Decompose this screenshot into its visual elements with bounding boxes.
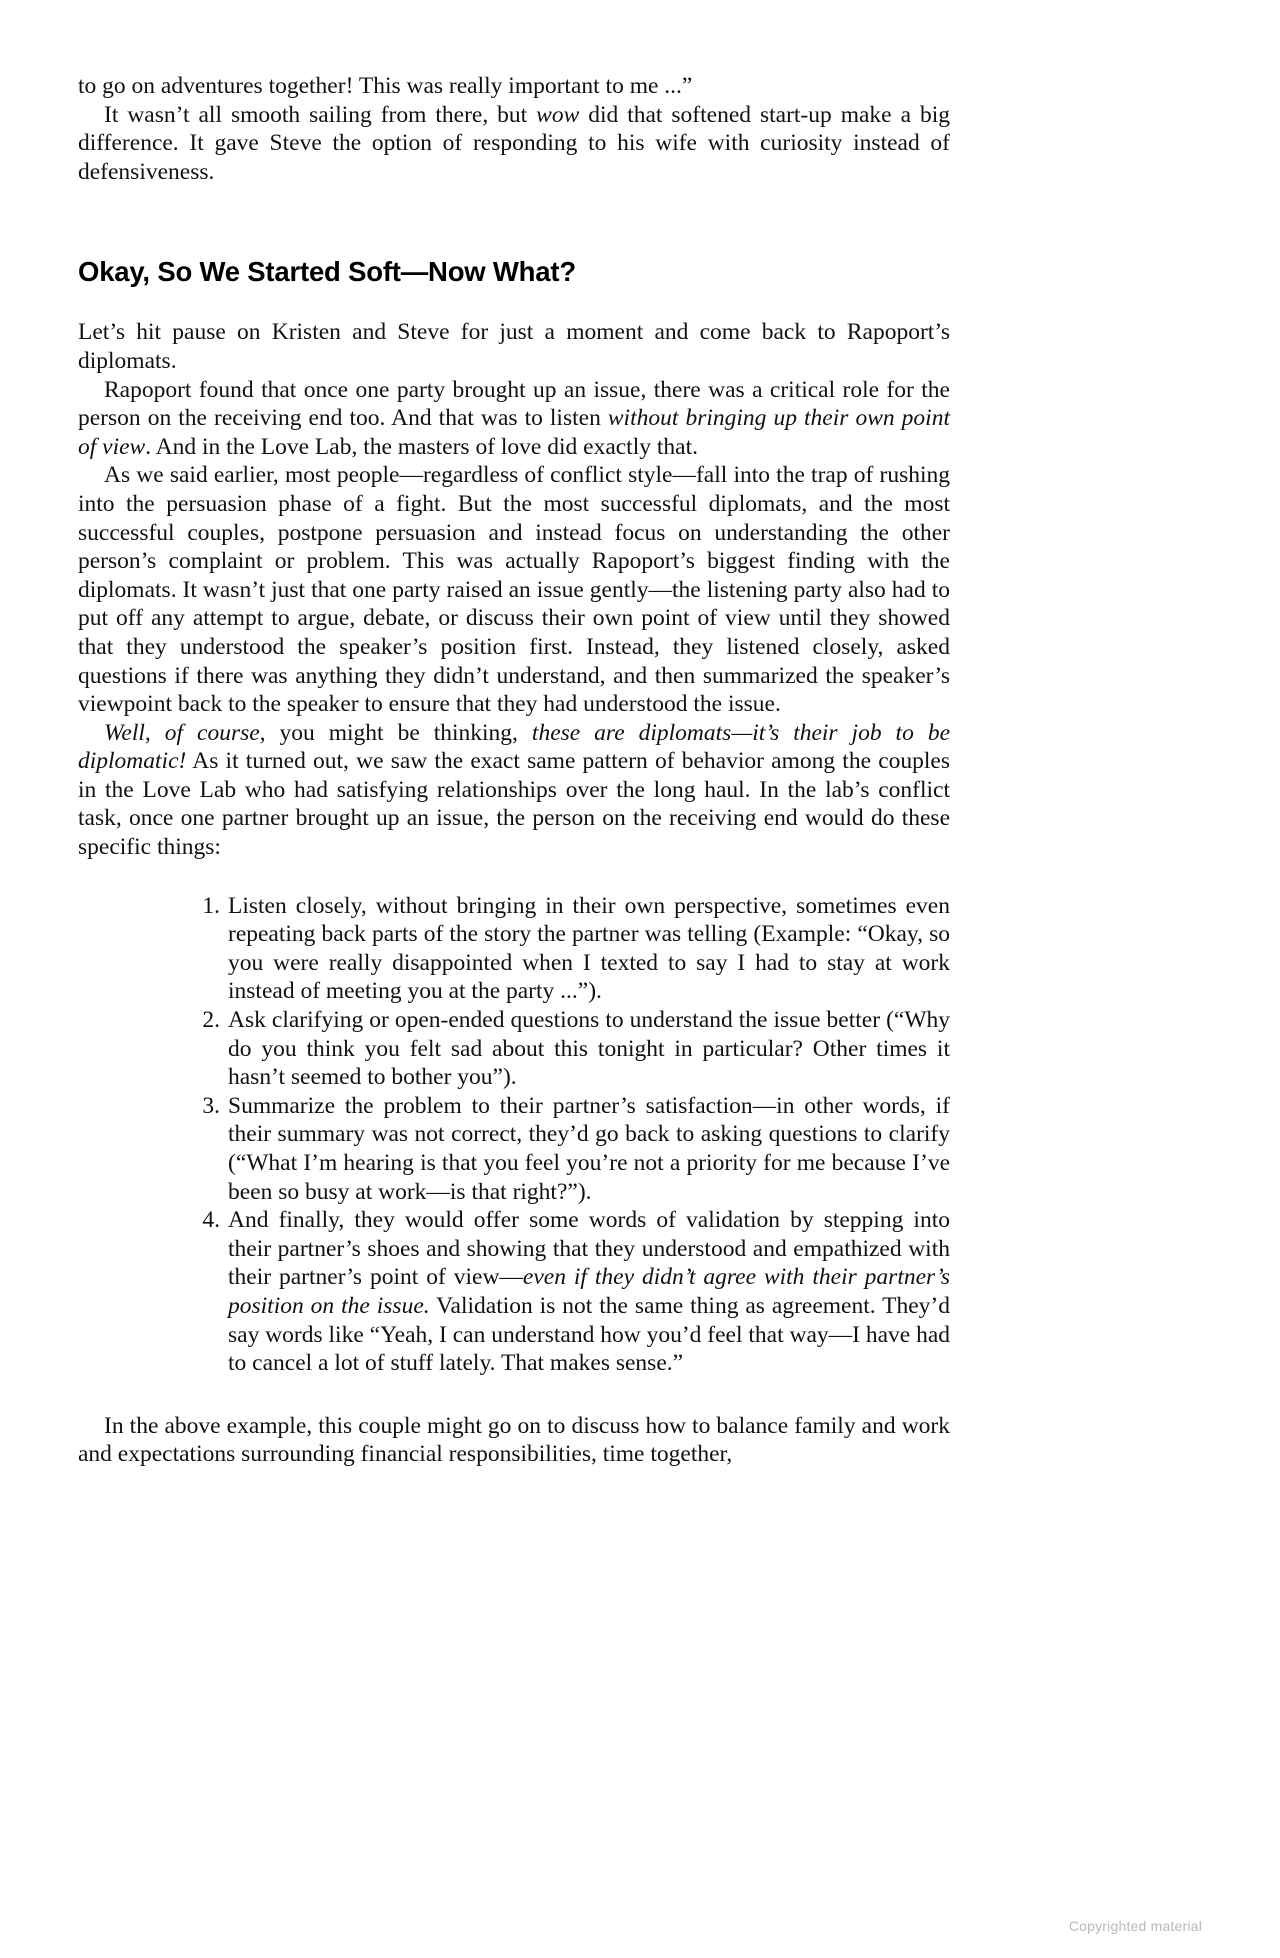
- section-heading: Okay, So We Started Soft—Now What?: [78, 256, 576, 288]
- paragraph-well-of-course: [78, 719, 950, 862]
- paragraph-as-we-said-earlier-text: As we said earlier, most people—regardless of conflict style—fall into the trap of rushing into the persuasion phase of a fight. But the most successful diplomats, and the most successful couples, postpone persuasion and instead focus on understanding the other person’s complaint or problem. This was actually Rapoport’s biggest finding with the diplomats. It wasn’t just that one party raised an issue gently—the listening party also had to put off any attempt to argue, debate, or discuss their own point of view until they showed that they understood the speaker’s position first. Instead, they listened closely, asked questions if there was anything they didn’t understand, and then summarized the speaker’s viewpoint back to the speaker to ensure that they had understood the issue.: [78, 462, 950, 718]
- list-item-text-post: Validation is not the same thing as agreement. They’d say words like “Yeah, I can understand how you’d feel that way—I have had to cancel a lot of stuff lately. That makes sense.”: [228, 1292, 950, 1377]
- paragraph-rapoport-found-pre: Rapoport found that once one party brought up an issue, there was a critical role for the person on the receiving end too. And that was to listen: [78, 376, 950, 432]
- list-item-text: Listen closely, without bringing in their own perspective, sometimes even repeating back parts of the story the partner was telling (Example: “Okay, so you were really disappointed when I texted to say I had to stay at work instead of meeting you at the party ...”).: [228, 892, 950, 1005]
- list-item: [190, 1006, 950, 1092]
- page-content: [78, 72, 950, 1469]
- list-item: [190, 1206, 950, 1378]
- list-item-text: Ask clarifying or open-ended questions to understand the issue better (“Why do you think you felt sad about this tonight in particular? Other times it hasn’t seemed to bother you”).: [228, 1007, 950, 1091]
- paragraph-rapoport-found: [78, 376, 950, 462]
- paragraph-continuation: [78, 72, 950, 101]
- emphasis-even-if-they-didnt-agree: even if they didn’t agree with their partner’s position on the issue.: [228, 1264, 950, 1319]
- paragraph-well-of-course-rest: As it turned out, we saw the exact same pattern of behavior among the couples in the Love Lab who had satisfying relationships over the long haul. In the lab’s conflict task, once one partner brought up an issue, the person on the receiving end would do these specific things:: [78, 748, 950, 861]
- paragraph-closing: [78, 1412, 950, 1469]
- paragraph-well-of-course-mid: , you might be thinking,: [259, 719, 532, 746]
- list-item-text-pre: And finally, they would offer some words of validation by stepping into their partner’s shoes and showing that they understood and empathized with their partner’s point of view—: [228, 1207, 950, 1291]
- list-item: [190, 892, 950, 1006]
- paragraph-softened-startup-pre: It wasn’t all smooth sailing from there, but: [104, 101, 537, 128]
- paragraph-continuation-text: to go on adventures together! This was really important to me ...”: [78, 73, 693, 99]
- emphasis-wow: wow: [536, 101, 580, 128]
- list-item-text: Summarize the problem to their partner’s satisfaction—in other words, if their summary was not correct, they’d go back to asking questions to clarify (“What I’m hearing is that you feel you’re not a priority for me because I’ve been so busy at work—is that right?”).: [228, 1092, 950, 1205]
- paragraph-rapoport-found-post: . And in the Love Lab, the masters of love did exactly that.: [145, 433, 698, 460]
- emphasis-these-are-diplomats: these are diplomats—it’s their job to be diplomatic!: [78, 719, 950, 775]
- spacer-after-list: [78, 1378, 950, 1412]
- numbered-list: [78, 892, 950, 1378]
- spacer-after-heading: [78, 288, 950, 318]
- paragraph-lets-hit-pause-text: Let’s hit pause on Kristen and Steve for just a moment and come back to Rapoport’s diplomats.: [78, 319, 950, 374]
- list-item: [190, 1092, 950, 1206]
- emphasis-without-bringing-up: without bringing up their own point of view: [78, 405, 950, 460]
- emphasis-well-of-course: Well, of course: [104, 719, 260, 746]
- paragraph-softened-startup-post: did that softened start-up make a big difference. It gave Steve the option of responding to his wife with curiosity instead of defensiveness.: [78, 101, 950, 185]
- paragraph-lets-hit-pause: [78, 318, 950, 375]
- paragraph-closing-text: In the above example, this couple might go on to discuss how to balance family and work and expectations surrounding financial responsibilities, time together,: [78, 1412, 950, 1468]
- copyright-notice: Copyrighted material: [1068, 1918, 1202, 1934]
- spacer-before-list: [78, 862, 950, 892]
- spacer-before-heading: [78, 186, 950, 256]
- paragraph-as-we-said-earlier: [78, 461, 950, 718]
- paragraph-softened-startup: [78, 101, 950, 187]
